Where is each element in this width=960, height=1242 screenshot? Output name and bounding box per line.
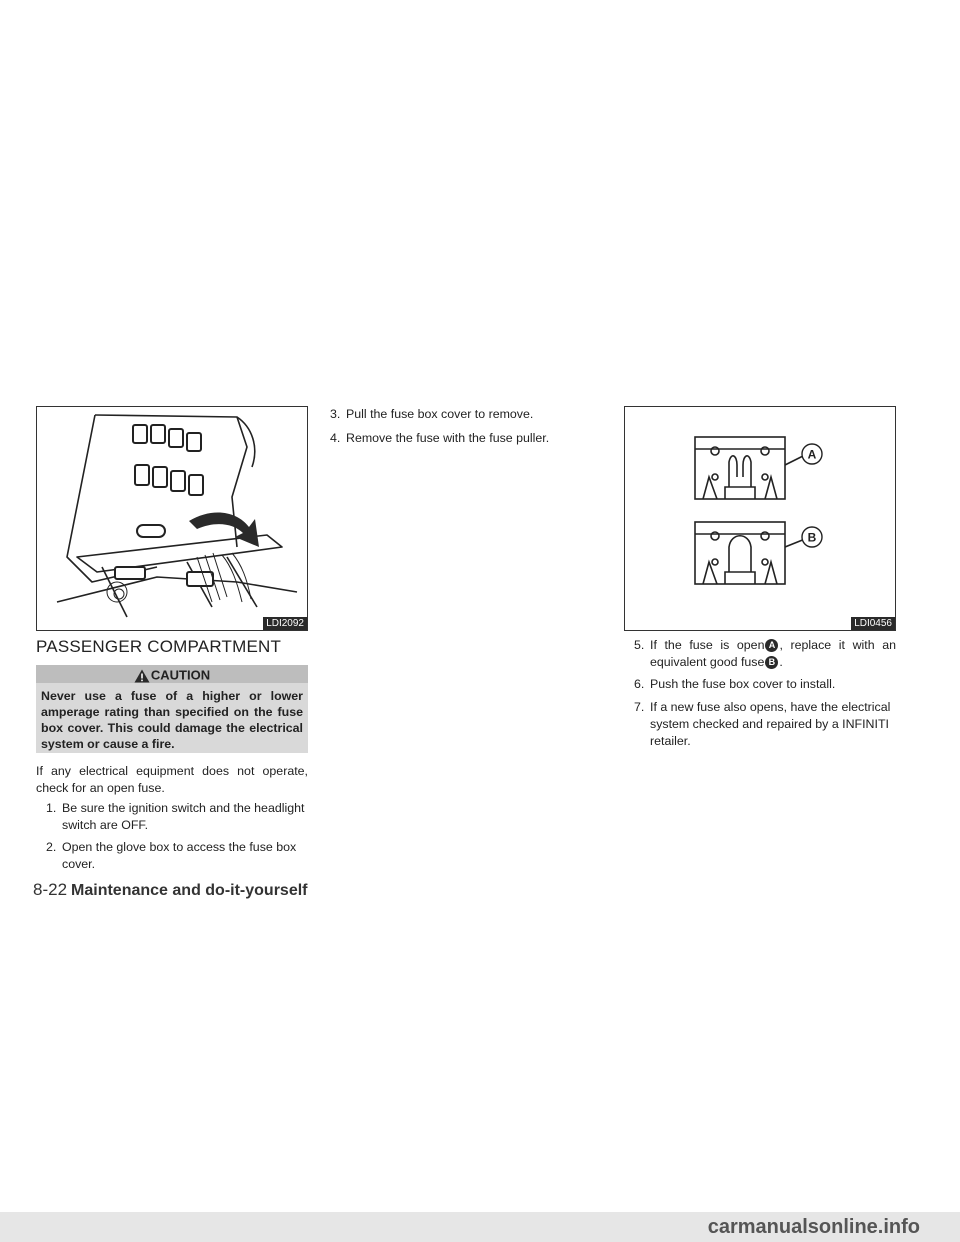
open-arrow-icon (189, 512, 259, 547)
step-number: 7. (634, 700, 645, 714)
intro-paragraph: If any electrical equipment does not operate, check for an open fuse. (36, 764, 308, 795)
step-text: If a new fuse also opens, have the electrical system checked and repaired by a INFINITI retailer. (650, 700, 891, 748)
fuse-drawing (625, 407, 896, 631)
step-text: Push the fuse box cover to install. (650, 677, 836, 691)
step-number: 3. (330, 407, 341, 421)
step-text: Remove the fuse with the fuse puller. (346, 431, 550, 445)
warning-icon (134, 669, 150, 683)
fuse-illustration (624, 406, 896, 631)
step-text: Pull the fuse box cover to remove. (346, 407, 534, 421)
callout-b-label: B (807, 530, 817, 545)
marker-b-icon: B (765, 656, 778, 669)
caution-text: Never use a fuse of a higher or lower amperage rating than specified on the fuse box cover. This could damage the electrical system or cause a fire. (36, 683, 308, 753)
figure-code: LDI0456 (851, 617, 895, 630)
step-number: 2. (46, 840, 57, 854)
step-3 (330, 406, 602, 423)
step-text: , replace it with an equivalent good fuse (650, 638, 896, 669)
step-2 (46, 839, 308, 873)
page-footer (33, 880, 308, 900)
step-number: 6. (634, 677, 645, 691)
glove-box-drawing (37, 407, 308, 631)
caution-title: CAUTION (150, 667, 211, 683)
step-4 (330, 430, 602, 447)
callout-a-label: A (807, 447, 817, 462)
fuse-box-illustration (36, 406, 308, 631)
step-number: 4. (330, 431, 341, 445)
step-5: 5. If the fuse is open A , replace it with an equivalent good fuse B . (634, 638, 896, 669)
watermark: carmanualsonline.info (0, 1212, 960, 1242)
step-text: If the fuse is open (650, 638, 765, 652)
step-6 (634, 676, 896, 693)
step-text: Be sure the ignition switch and the headlight switch are OFF. (62, 801, 305, 832)
step-text: Open the glove box to access the fuse box cover. (62, 840, 297, 871)
figure-code: LDI2092 (263, 617, 307, 630)
step-1 (46, 800, 308, 834)
step-7 (634, 699, 896, 750)
section-heading: PASSENGER COMPARTMENT (36, 637, 282, 656)
marker-a-icon: A (765, 639, 778, 652)
step-number: 1. (46, 801, 57, 815)
page-number: 8-22 (33, 880, 68, 899)
chapter-title: Maintenance and do-it-yourself (71, 882, 308, 899)
caution-header (36, 665, 308, 685)
step-number: 5. (634, 638, 645, 652)
